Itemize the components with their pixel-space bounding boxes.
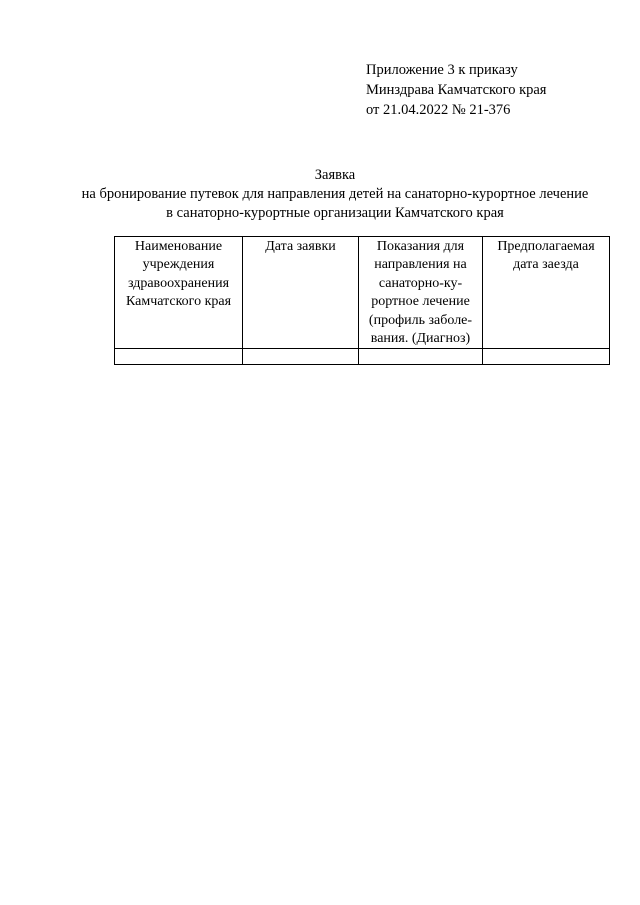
table-row — [115, 349, 610, 365]
header-arrival-date: Предполагаемая дата заезда — [483, 237, 610, 349]
header-institution-name: Наименование учреждения здравоохранения Камчатского края — [115, 237, 243, 349]
title-line-1: Заявка — [314, 167, 356, 183]
table-cell — [483, 349, 610, 365]
booking-request-table — [114, 236, 610, 365]
appendix-line-3: от 21.04.2022 № 21-376 — [366, 102, 511, 118]
table-cell — [243, 349, 359, 365]
table-cell — [359, 349, 483, 365]
header-indications: Показания для направления на санаторно-ку- рортное лечение (профиль заболе- вания. (Диагноз) — [359, 237, 483, 349]
title-line-2: на бронирование путевок для направления детей на санаторно-курортное лечение — [81, 186, 589, 202]
title-line-3: в санаторно-курортные организации Камчатского края — [166, 205, 504, 221]
appendix-header — [366, 60, 546, 120]
appendix-line-1: Приложение 3 к приказу — [366, 62, 518, 78]
table-header-row — [115, 237, 610, 349]
header-request-date: Дата заявки — [243, 237, 359, 349]
table-cell — [115, 349, 243, 365]
appendix-line-2: Минздрава Камчатского края — [366, 82, 547, 98]
document-title — [0, 166, 640, 223]
